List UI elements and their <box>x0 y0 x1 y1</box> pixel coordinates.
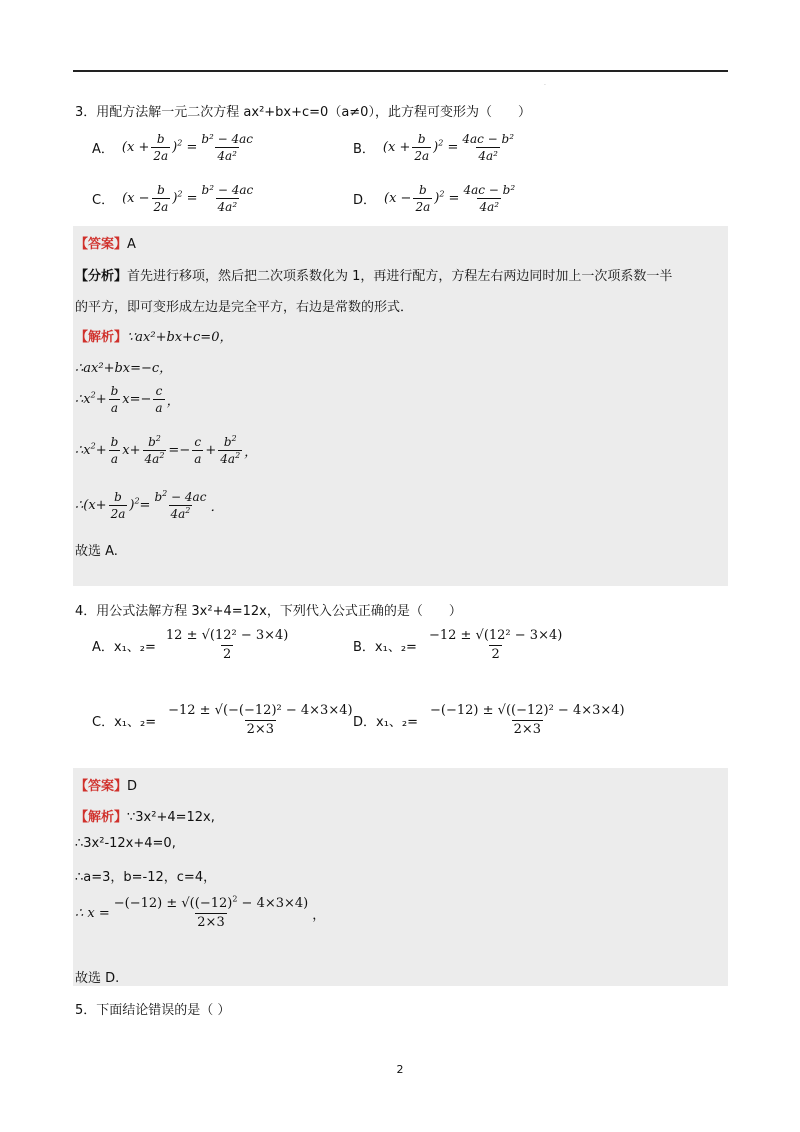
q3-analysis-line1: 【分析】首先进行移项，然后把二次项系数化为 1，再进行配方，方程左右两边同时加上一次项系数一半 <box>75 269 673 284</box>
fraction: $\frac{\text{−12 ± √(−(−12)² − 4×3×4)}}{2\times 3}$ <box>168 703 353 737</box>
fraction: $\frac{\text{−12 ± √(12² − 3×4)}}{2}$ <box>428 628 563 662</box>
q4-option-d[interactable]: D．x₁、₂= $\frac{\text{−(−12) ± √((−12)² − 4×3×4)}}{2\times 3}$ <box>353 703 625 737</box>
q3-solution-line5: ∴(x+ $\frac{b}{2a}$ )$^2$= $\frac{b^2 - 4ac}{4a^2}$ ． <box>75 489 224 521</box>
q4-solution-line3: ∴a=3，b=-12，c=4， <box>75 870 217 885</box>
q3-solution-line2: ∴ax²+bx=−c， <box>75 361 173 376</box>
q3-option-b[interactable]: B． (x + $\frac{b}{2a}$ )$^2$ = $\frac{\text{4ac − b²}}{\text{4a²}}$ <box>353 132 515 163</box>
fraction: $\frac{\text{12 ± √(12² − 3×4)}}{2}$ <box>165 628 289 662</box>
q3-stem: 3．用配方法解一元二次方程 ax²+bx+c=0（a≠0），此方程可变形为（ ） <box>75 105 531 120</box>
q3-solution-line1: 【解析】∵ax²+bx+c=0， <box>75 330 233 345</box>
fraction: $\frac{\text{4ac − b²}}{\text{4a²}}$ <box>462 132 515 163</box>
page-number: 2 <box>396 1063 404 1076</box>
q4-solution-line2: ∴3x²-12x+4=0, <box>75 836 176 851</box>
q3-solution-line4: $\therefore x^2+$ $\frac{b}{a}$ x+ $\frac{b^2}{4a^2}$ =− $\frac{c}{a}$ + $\frac{b^2}{4a^2}$ ， <box>75 434 258 466</box>
fraction: $\frac{b}{2a}$ <box>414 132 430 163</box>
q4-option-a[interactable]: A．x₁、₂= $\frac{\text{12 ± √(12² − 3×4)}}{2}$ <box>92 628 289 662</box>
fraction: $\frac{\text{b² − 4ac}}{\text{4a²}}$ <box>201 183 254 214</box>
header-dot: . <box>544 80 546 87</box>
q5-stem: 5．下面结论错误的是（ ） <box>75 1003 231 1018</box>
q4-solution-line1: 【解析】∵3x²+4=12x, <box>75 810 215 825</box>
q3-solution-line3: $\therefore x^2+$ $\frac{b}{a}$ x=− $\frac{c}{a}$ ， <box>75 384 180 415</box>
q3-option-d[interactable]: D． (x − $\frac{b}{2a}$ )$^2$ = $\frac{\text{4ac − b²}}{\text{4a²}}$ <box>353 183 516 214</box>
q3-conclusion: 故选 A. <box>75 544 118 559</box>
fraction: $\frac{b}{2a}$ <box>415 183 431 214</box>
q4-option-c[interactable]: C．x₁、₂= $\frac{\text{−12 ± √(−(−12)² − 4×3×4)}}{2\times 3}$ <box>92 703 353 737</box>
fraction: $\frac{\text{b² − 4ac}}{\text{4a²}}$ <box>201 132 254 163</box>
q3-option-c[interactable]: C． (x − $\frac{b}{2a}$ )$^2$ = $\frac{\text{b² − 4ac}}{\text{4a²}}$ <box>92 183 254 214</box>
q3-option-a[interactable]: A． (x + $\frac{b}{2a}$ )$^2$ = $\frac{\text{b² − 4ac}}{\text{4a²}}$ <box>92 132 254 163</box>
q3-analysis-line2: 的平方，即可变形成左边是完全平方，右边是常数的形式． <box>75 300 414 315</box>
fraction: $\frac{b}{2a}$ <box>153 132 169 163</box>
q4-option-b[interactable]: B．x₁、₂= $\frac{\text{−12 ± √(12² − 3×4)}}{2}$ <box>353 628 563 662</box>
q4-answer: 【答案】D <box>75 779 138 794</box>
fraction: $\frac{b}{2a}$ <box>153 183 169 214</box>
fraction: $\frac{\text{−(−12) ± √((−12)² − 4×3×4)}}{2\times 3}$ <box>430 703 625 737</box>
q4-solution-line4: ∴ x = $\frac{-(-12) \pm √((-12)^2 - 4\times 3\times 4)}{2\times 3}$ ， <box>75 894 326 930</box>
q4-stem: 4．用公式法解方程 3x²+4=12x，下列代入公式正确的是（ ） <box>75 604 462 619</box>
header-rule <box>73 70 728 72</box>
q3-answer: 【答案】A <box>75 237 136 252</box>
q4-conclusion: 故选 D. <box>75 971 120 986</box>
fraction: $\frac{\text{4ac − b²}}{\text{4a²}}$ <box>463 183 516 214</box>
